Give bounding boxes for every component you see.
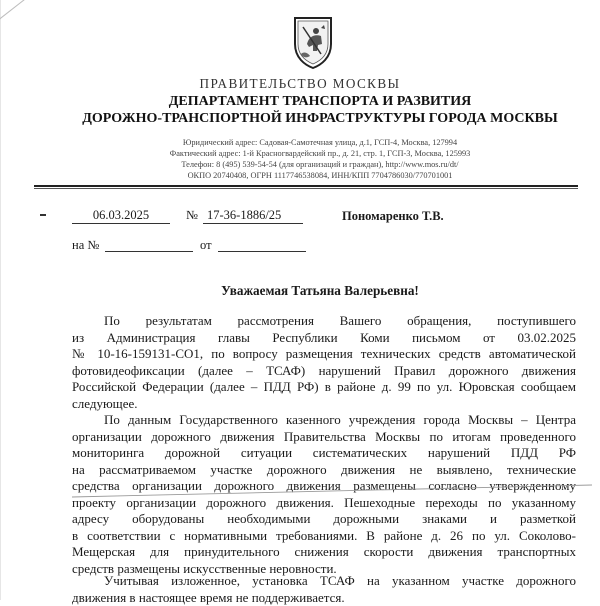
government-name: ПРАВИТЕЛЬСТВО МОСКВЫ <box>199 76 401 91</box>
body-line: средств размещены искусственные неровности. <box>72 560 337 576</box>
recipient-name: Пономаренко Т.В. <box>342 209 444 223</box>
reply-to-number-label: на № <box>72 238 100 252</box>
body-line: организации дорожного движения Правительства Москвы по итогам проведенного <box>72 428 576 444</box>
body-line: мониторинга дорожной ситуации систематических нарушений ПДД РФ <box>72 445 576 460</box>
contact-phone: Телефон: 8 (495) 539-54-54 (для организаций и граждан), http://www.mos.ru/dt/ <box>181 160 459 169</box>
body-line: Российской Федерации (далее – ПДД РФ) в районе д. 99 по ул. Юровская сообщаем <box>72 379 576 394</box>
reply-to-number-blank <box>105 251 193 252</box>
moscow-coat-of-arms-icon <box>291 14 335 70</box>
body-line: По результатам рассмотрения Вашего обращения, поступившего <box>104 313 576 328</box>
letterhead-divider <box>34 185 578 187</box>
registration-number-label: № <box>186 208 198 222</box>
body-line: в соответствии с нормативными требованиями. В районе д. 26 по ул. Соколово- <box>72 527 576 543</box>
legal-address: Юридический адрес: Садовая-Самотечная улица, д.1, ГСП-4, Москва, 127994 <box>182 138 458 147</box>
body-line: проекту организации дорожного движения. Пешеходные переходы по указанному <box>72 494 576 510</box>
registration-date: 06.03.2025 <box>72 208 170 224</box>
registration-number: 17-36-1886/25 <box>203 208 303 224</box>
reply-to-date-blank <box>218 251 306 252</box>
body-line: адресу оборудованы необходимыми дорожными знаками и разметкой <box>72 511 576 526</box>
body-line: движения в настоящее время не поддерживается. <box>72 589 345 605</box>
department-name-line-1: ДЕПАРТАМЕНТ ТРАНСПОРТА И РАЗВИТИЯ <box>168 94 472 109</box>
organization-codes: ОКПО 20740408, ОГРН 1117746538084, ИНН/КПП 7704786030/770701001 <box>187 171 453 180</box>
reply-to-date-label: от <box>200 238 212 252</box>
body-line: № 10-16-159131-СО1, по вопросу размещения технических средств автоматической <box>72 346 576 361</box>
body-line: на рассматриваемом участке дорожного движения не выявлено, технические <box>72 461 576 477</box>
body-line: из Администрация главы Республики Коми письмом от 03.02.2025 <box>72 329 576 345</box>
body-line: средства организации дорожного движения размещены согласно утвержденному <box>72 478 576 493</box>
body-line: фотовидеофиксации (далее – ТСАФ) нарушений Правил дорожного движения <box>72 362 576 378</box>
body-line: По данным Государственного казенного учреждения города Москвы – Центра <box>104 412 576 427</box>
greeting: Уважаемая Татьяна Валерьевна! <box>221 283 419 298</box>
body-line: Мещерская для принудительного снижения скорости движения транспортных <box>72 544 576 559</box>
scan-fold-line <box>0 0 45 27</box>
letterhead-divider-thin <box>34 188 578 189</box>
margin-mark <box>40 214 46 216</box>
body-line: Учитывая изложенное, установка ТСАФ на указанном участке дорожного <box>104 573 576 588</box>
body-line: следующее. <box>72 395 138 411</box>
department-name-line-2: ДОРОЖНО-ТРАНСПОРТНОЙ ИНФРАСТРУКТУРЫ ГОРОДА МОСКВЫ <box>82 111 558 126</box>
actual-address: Фактический адрес: 1-й Красногвардейский пр., д. 21, стр. 1, ГСП-3, Москва, 125993 <box>169 149 471 158</box>
